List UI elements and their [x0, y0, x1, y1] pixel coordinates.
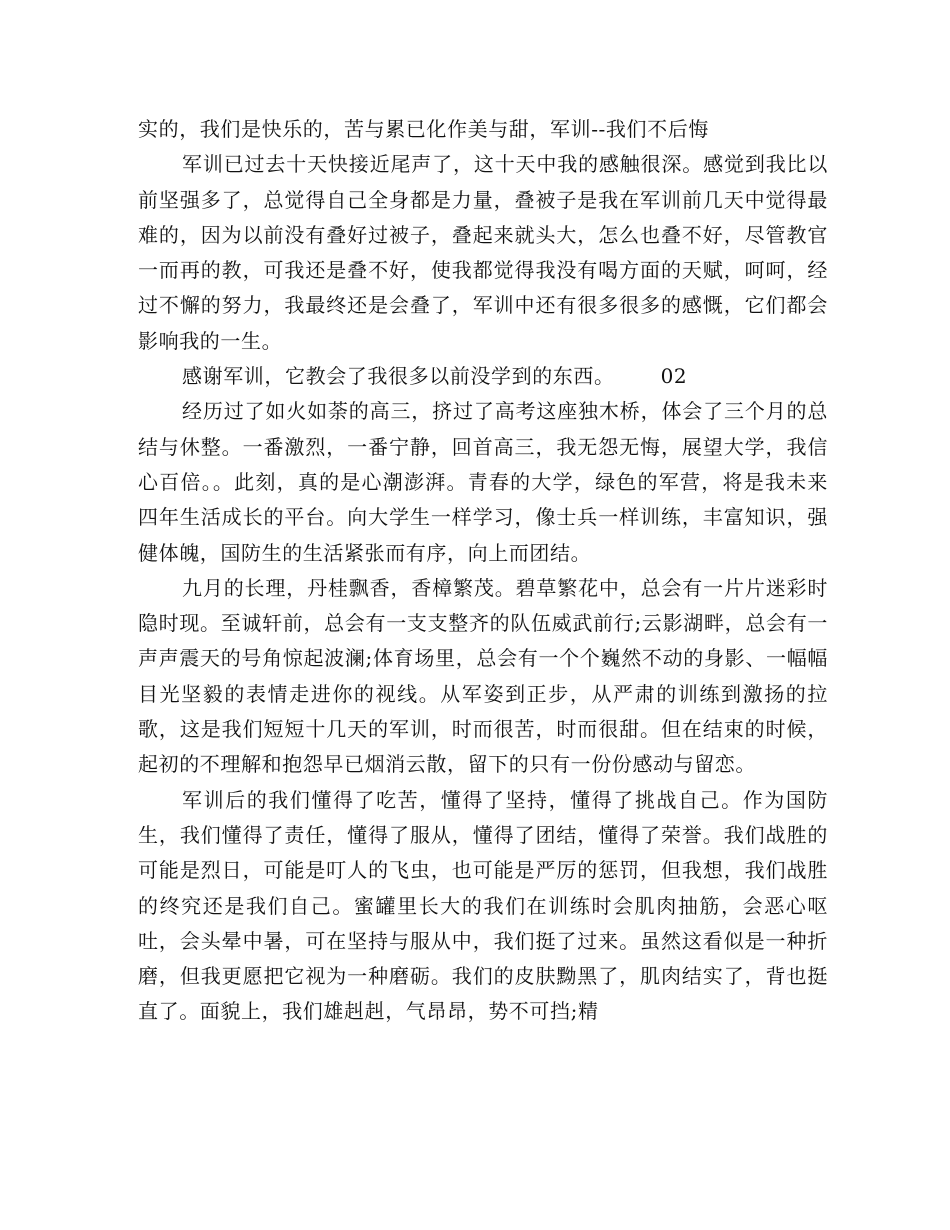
paragraph-thanks [138, 359, 828, 394]
paragraph-training-feelings: 军训已过去十天快接近尾声了，这十天中我的感触很深。感觉到我比以前坚强多了，总觉得自己全身都是力量，叠被子是我在军训前几天中觉得最难的，因为以前没有叠好过被子，叠起来就头大，怎么也叠不好，尽管教官一而再的教，可我还是叠不好，使我都觉得我没有喝方面的天赋，呵呵，经过不懈的努力，我最终还是会叠了，军训中还有很多很多的感慨，它们都会影响我的一生。 [138, 152, 828, 353]
paragraph-september: 九月的长理，丹桂飘香，香樟繁茂。碧草繁花中，总会有一片片迷彩时隐时现。至诚轩前，总会有一支支整齐的队伍威武前行;云影湖畔，总会有一声声震天的号角惊起波澜;体育场里，总会有一个个巍然不动的身影、一幅幅目光坚毅的表情走进你的视线。从军姿到正步，从严肃的训练到激扬的拉歌，这是我们短短十几天的军训，时而很苦，时而很甜。但在结束的时候，起初的不理解和抱怨早已烟消云散，留下的只有一份份感动与留恋。 [138, 575, 828, 777]
paragraph-continuation: 实的，我们是快乐的，苦与累已化作美与甜，军训--我们不后悔 [138, 117, 709, 141]
paragraph-after-training: 军训后的我们懂得了吃苦，懂得了坚持，懂得了挑战自己。作为国防生，我们懂得了责任，懂得了服从，懂得了团结，懂得了荣誉。我们战胜的可能是烈日，可能是叮人的飞虫，也可能是严厉的惩罚，但我想，我们战胜的终究还是我们自己。蜜罐里长大的我们在训练时会肌肉抽筋，会恶心呕吐，会头晕中暑，可在坚持与服从中，我们挺了过来。虽然这看似是一种折磨，但我更愿把它视为一种磨砺。我们的皮肤黝黑了，肌肉结实了，背也挺直了。面貌上，我们雄赳赳，气昂昂，势不可挡;精 [138, 787, 828, 1024]
document-body [138, 112, 828, 1030]
section-number: 02 [660, 364, 688, 389]
paragraph-after-gaokao: 经历过了如火如荼的高三，挤过了高考这座独木桥，体会了三个月的总结与休整。一番激烈，一番宁静，回首高三，我无怨无悔，展望大学，我信心百倍。。此刻，真的是心潮澎湃。青春的大学，绿色的军营，将是我未来四年生活成长的平台。向大学生一样学习，像士兵一样训练，丰富知识，强健体魄，国防生的生活紧张而有序，向上而团结。 [138, 399, 828, 565]
paragraph-thanks-text: 感谢军训，它教会了我很多以前没学到的东西。 [182, 364, 615, 389]
